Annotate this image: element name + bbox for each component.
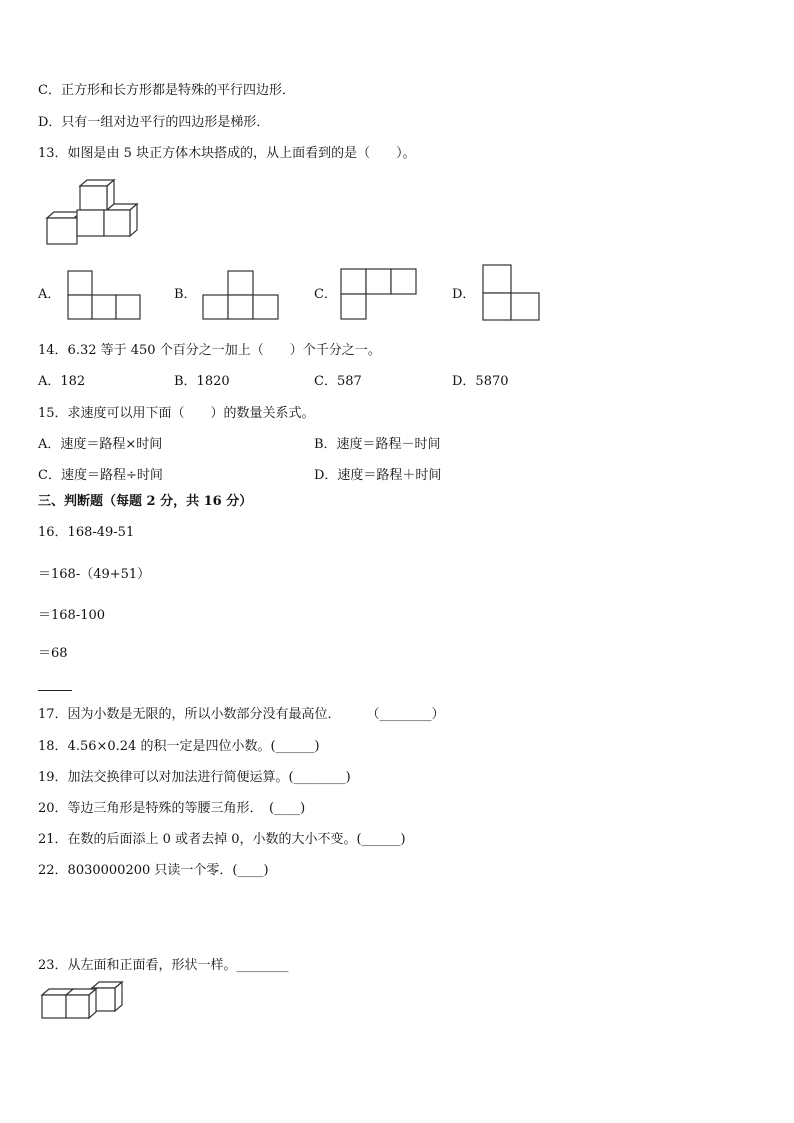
q16-line-2: ＝168-（49+51） (38, 567, 151, 582)
q13-option-d-figure (482, 264, 542, 322)
q22-statement: 22．8030000200 只读一个零．(____) (38, 863, 269, 878)
q14-option-c: C．587 (314, 374, 362, 389)
q16-line-4: ＝68 (38, 646, 68, 661)
q13-option-a-label: A． (38, 287, 61, 302)
q12-option-c: C．正方形和长方形都是特殊的平行四边形． (38, 83, 295, 98)
q23-cube-figure (40, 980, 126, 1020)
q14-option-b: B．1820 (174, 374, 230, 389)
q12-option-d: D．只有一组对边平行的四边形是梯形． (38, 115, 270, 130)
q13-option-a-figure (67, 270, 143, 322)
q20-statement: 20．等边三角形是特殊的等腰三角形． (____) (38, 801, 306, 816)
q13-option-b-label: B． (174, 287, 197, 302)
q16-line-3: ＝168-100 (38, 608, 106, 623)
q13-option-b-figure (202, 270, 280, 322)
q15-option-b: B．速度＝路程－时间 (314, 437, 441, 452)
section-3-title: 三、判断题（每题 2 分，共 16 分） (38, 494, 253, 509)
q15-option-a: A．速度＝路程×时间 (38, 437, 163, 452)
q13-cube-figure (44, 178, 140, 246)
q14-option-d: D．5870 (452, 374, 509, 389)
q15-stem: 15．求速度可以用下面（ ）的数量关系式。 (38, 406, 315, 421)
q15-option-d: D．速度＝路程＋时间 (314, 468, 442, 483)
q13-option-c-figure (340, 268, 420, 322)
q16-line-1: 16．168-49-51 (38, 525, 135, 540)
q13-option-d-label: D． (452, 287, 476, 302)
q18-statement: 18．4.56×0.24 的积一定是四位小数。(______) (38, 739, 320, 754)
q21-statement: 21．在数的后面添上 0 或者去掉 0，小数的大小不变。(______) (38, 832, 406, 847)
q13-stem: 13．如图是由 5 块正方体木块搭成的，从上面看到的是（ ）。 (38, 146, 416, 161)
q14-option-a: A．182 (38, 374, 86, 389)
q14-stem: 14．6.32 等于 450 个百分之一加上（ ）个千分之一。 (38, 343, 381, 358)
q13-option-c-label: C． (314, 287, 337, 302)
q16-answer-blank (38, 690, 72, 691)
q19-statement: 19．加法交换律可以对加法进行简便运算。(________) (38, 770, 351, 785)
q23-statement: 23．从左面和正面看，形状一样。________ (38, 958, 289, 973)
q17-statement: 17．因为小数是无限的，所以小数部分没有最高位． （________） (38, 707, 445, 722)
q15-option-c: C．速度＝路程÷时间 (38, 468, 163, 483)
